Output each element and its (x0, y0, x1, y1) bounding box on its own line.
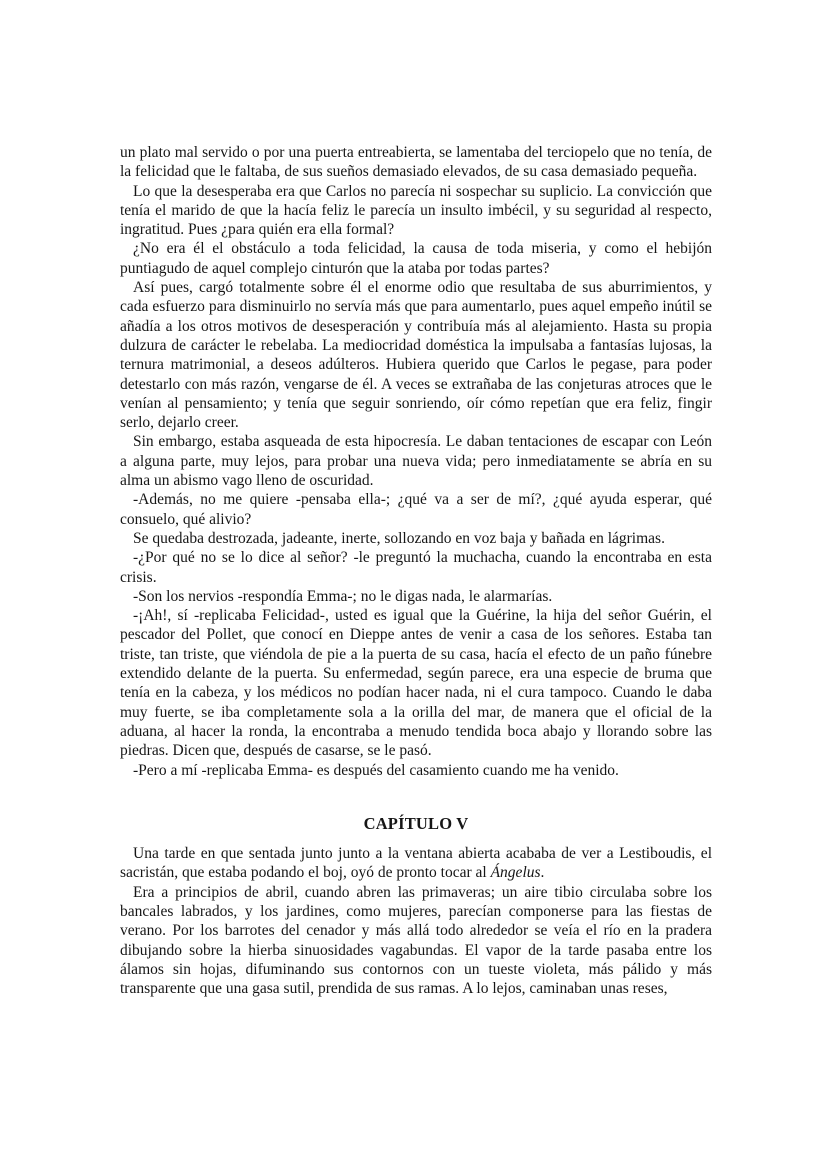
text-column (120, 143, 712, 998)
paragraph-text: . (540, 864, 545, 882)
paragraph: Era a principios de abril, cuando abren las primaveras; un aire tibio circulaba sobre los bancales labrados, y los jardines, como mujeres, parecían componerse para las fiestas de verano. Por los barrotes del cenador y más allá todo alrededor se veía el río en la pradera dibujando sobre la hierba sinuosidades vagabundas. El vapor de la tarde pasaba entre los álamos sin hojas, difuminando sus contornos con un tueste violeta, más pálido y más transparente que una gasa sutil, prendida de sus ramas. A lo lejos, caminaban unas reses, (120, 883, 712, 998)
chapter-heading: CAPÍTULO V (363, 813, 469, 833)
paragraph: un plato mal servido o por una puerta entreabierta, se lamentaba del terciopelo que no tenía, de la felicidad que le faltaba, de sus sueños demasiado elevados, de su casa demasiado pequeña. (120, 144, 712, 181)
paragraph: -Además, no me quiere -pensaba ella-; ¿qué va a ser de mí?, ¿qué ayuda esperar, qué consuelo, qué alivio? (120, 491, 712, 528)
paragraph: Se quedaba destrozada, jadeante, inerte, sollozando en voz baja y bañada en lágrimas. (133, 529, 665, 547)
paragraph: Lo que la desesperaba era que Carlos no parecía ni sospechar su suplicio. La convicción que tenía el marido de que la hacía feliz le parecía un insulto imbécil, y su seguridad al respecto, ingratitud. Pues ¿para quién era ella formal? (120, 182, 712, 239)
paragraph: -¿Por qué no se lo dice al señor? -le preguntó la muchacha, cuando la encontraba en esta crisis. (120, 549, 712, 586)
italic-word: Ángelus (490, 864, 541, 882)
paragraph (120, 844, 712, 883)
paragraph: -Pero a mí -replicaba Emma- es después del casamiento cuando me ha venido. (133, 761, 619, 779)
paragraph: Sin embargo, estaba asqueada de esta hipocresía. Le daban tentaciones de escapar con León a alguna parte, muy lejos, para probar una nueva vida; pero inmediatamente se abría en su alma un abismo vago lleno de oscuridad. (120, 433, 712, 490)
paragraph: -¡Ah!, sí -replicaba Felicidad-, usted es igual que la Guérine, la hija del señor Guérin, el pescador del Pollet, que conocí en Dieppe antes de venir a casa de los señores. Estaba tan triste, tan triste, que viéndola de pie a la puerta de su casa, hacía el efecto de un paño fúnebre extendido delante de la puerta. Su enfermedad, según parece, era una especie de bruma que tenía en la cabeza, y los médicos no podían hacer nada, ni el cura tampoco. Cuando le daba muy fuerte, se iba completamente sola a la orilla del mar, de manera que el oficial de la aduana, al hacer la ronda, la encontraba a menudo tendida boca abajo y llorando sobre las piedras. Dicen que, después de casarse, se le pasó. (120, 607, 712, 760)
paragraph: ¿No era él el obstáculo a toda felicidad, la causa de toda miseria, y como el hebijón puntiagudo de aquel complejo cinturón que la ataba por todas partes? (120, 240, 712, 277)
paragraph: -Son los nervios -respondía Emma-; no le digas nada, le alarmarías. (133, 587, 553, 605)
paragraph-text: Una tarde en que sentada junto junto a la ventana abierta acababa de ver a Lestiboudis, el sacristán, que estaba podando el boj, oyó de pronto tocar al (120, 845, 712, 882)
paragraph: Así pues, cargó totalmente sobre él el enorme odio que resultaba de sus aburrimientos, y cada esfuerzo para disminuirlo no servía más que para aumentarlo, pues aquel empeño inútil se añadía a los otros motivos de desesperación y contribuía más al alejamiento. Hasta su propia dulzura de carácter le rebelaba. La mediocridad doméstica la impulsaba a fantasías lujosas, la ternura matrimonial, a deseos adúlteros. Hubiera querido que Carlos le pegase, para poder detestarlo con más razón, vengarse de él. A veces se extrañaba de las conjeturas atroces que le venían al pensamiento; y tenía que seguir sonriendo, oír cómo repetían que era feliz, fingir serlo, dejarlo creer. (120, 279, 712, 432)
